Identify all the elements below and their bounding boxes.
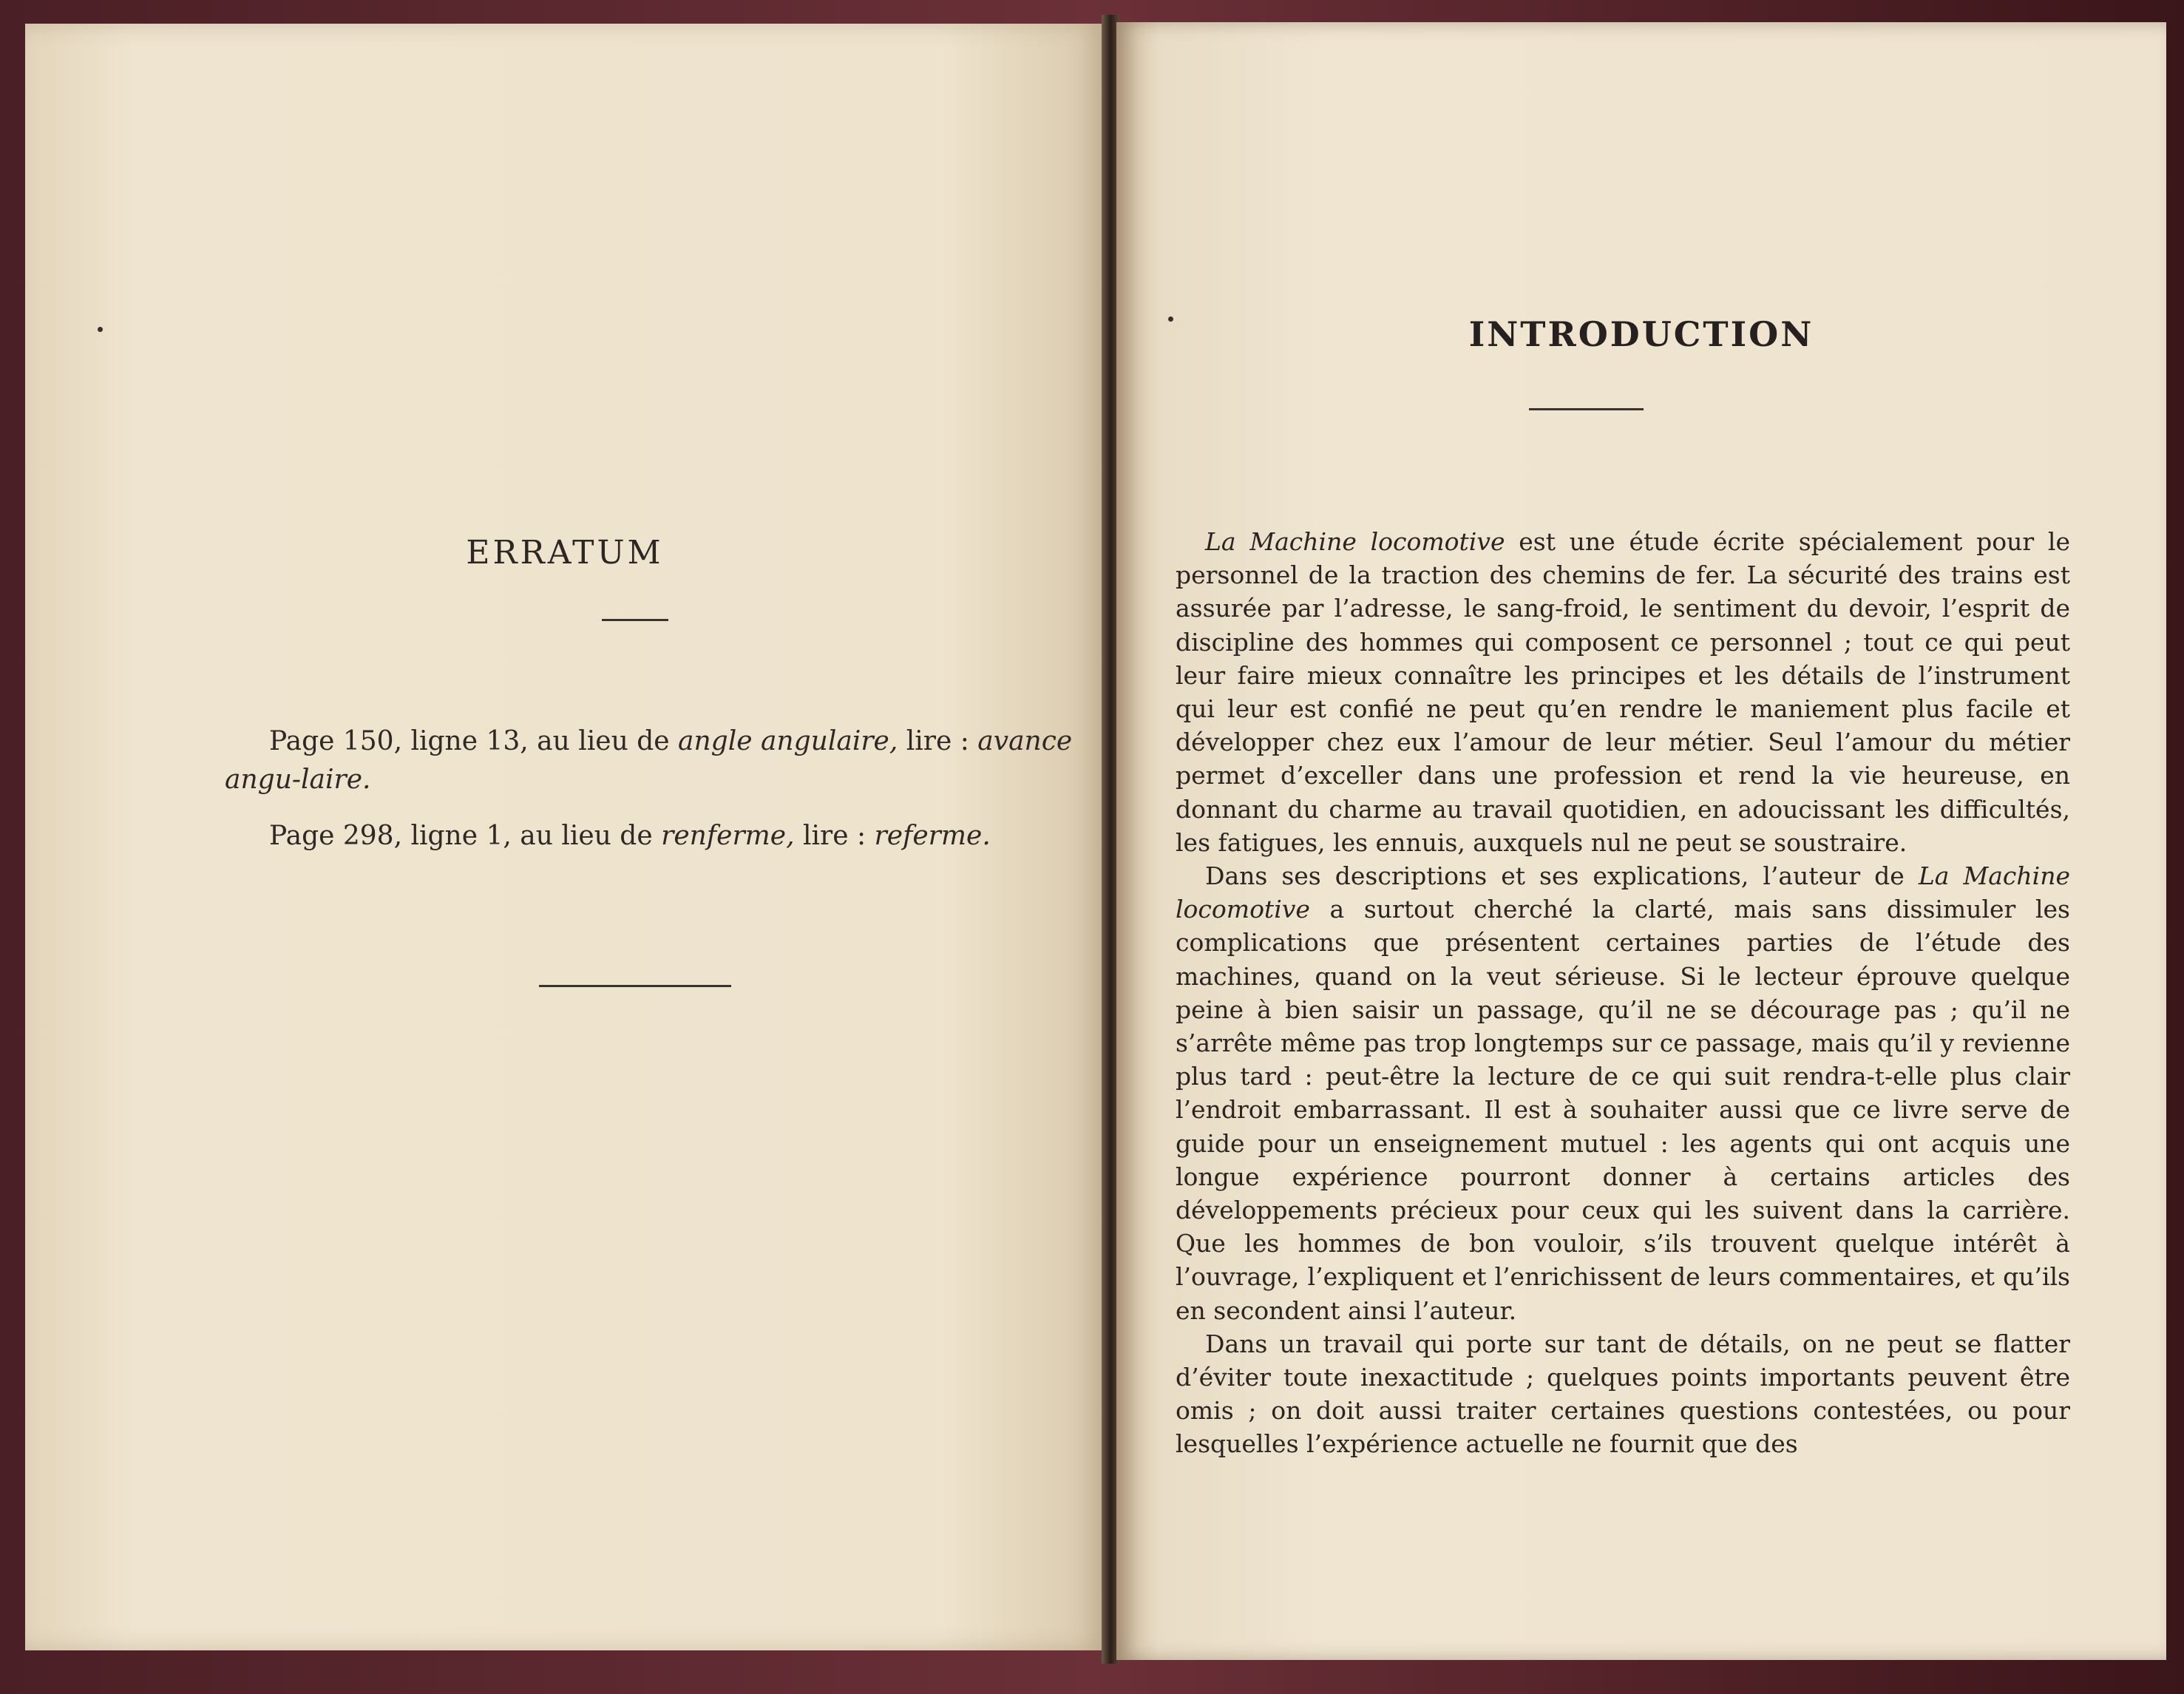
correction-2-prefix: Page 298, ligne 1, au lieu de [269, 821, 662, 851]
paragraph-2-text-before: Dans ses descriptions et ses explications, l’auteur de [1205, 861, 1919, 891]
right-page [1116, 22, 2166, 1660]
erratum-heading: ERRATUM [466, 534, 664, 572]
erratum-correction-1 [225, 722, 1075, 799]
paragraph-1-italic-title: La Machine locomotive [1205, 527, 1505, 556]
erratum-heading-rule [602, 619, 668, 621]
paragraph-1-text: est une étude écrite spécialement pour le personnel de la traction des chemins de fer. La sécurité des trains est assurée par l’adresse, le sang-froid, le sentiment du devoir, l’esprit de discipline des hommes qui composent ce personnel ; tout ce qui peut leur faire mieux connaître les principes et les détails de l’instrument qui leur est confié ne peut qu’en rendre le maniement plus facile et développer chez eux l’amour de leur métier. Seul l’amour du métier permet d’exceller dans une profession et rend la vie heureuse, en donnant du charme au travail quotidien, en adoucissant les difficultés, les fatigues, les ennuis, auxquels nul ne peut se soustraire. [1176, 527, 2070, 857]
page-speck [98, 327, 103, 332]
paragraph-3-text: Dans un travail qui porte sur tant de détails, on ne peut se flatter d’éviter toute inexactitude ; quelques points importants peuvent être omis ; on doit aussi traiter certaines questions contestées, ou pour lesquelles l’expérience actuelle ne fournit que des [1176, 1329, 2070, 1459]
introduction-body [1176, 525, 2070, 1461]
correction-2-wrong: renferme, [661, 821, 795, 851]
erratum-end-rule [539, 985, 731, 987]
correction-2-middle: lire : [794, 821, 875, 851]
correction-2-right: referme. [874, 821, 991, 851]
introduction-paragraph-3 [1176, 1327, 2070, 1461]
paragraph-2-italic-title: La Machine locomotive [1176, 861, 2070, 924]
correction-1-wrong: angle angulaire, [678, 726, 898, 756]
correction-1-prefix: Page 150, ligne 13, au lieu de [269, 726, 679, 756]
page-speck [1168, 316, 1173, 322]
introduction-heading: INTRODUCTION [1468, 314, 1814, 354]
introduction-paragraph-1 [1176, 525, 2070, 859]
erratum-correction-2 [225, 817, 1075, 856]
paragraph-2-text: a surtout cherché la clarté, mais sans dissimuler les complications que présentent certaines parties de l’étude des machines, quand on la veut sérieuse. Si le lecteur éprouve quelque peine à bien saisir un passage, qu’il ne se décourage pas ; qu’il ne s’arrête même pas trop longtemps sur ce passage, mais qu’il y revienne plus tard : peut-être la lecture de ce qui suit rendra-t-elle plus clair l’endroit embarrassant. Il est à souhaiter aussi que ce livre serve de guide pour un enseignement mutuel : les agents qui ont acquis une longue expérience pourront donner à certains articles des développements précieux pour ceux qui les suivent dans la carrière. Que les hommes de bon vouloir, s’ils trouvent quelque intérêt à l’ouvrage, l’expliquent et l’enrichissent de leurs commentaires, et qu’ils en secondent ainsi l’auteur. [1176, 895, 2070, 1325]
introduction-paragraph-2 [1176, 859, 2070, 1327]
left-page [25, 24, 1105, 1650]
erratum-corrections [225, 722, 1075, 873]
introduction-heading-rule [1529, 408, 1644, 410]
correction-1-right: avance angu-laire. [225, 726, 1073, 795]
correction-1-middle: lire : [898, 726, 978, 756]
